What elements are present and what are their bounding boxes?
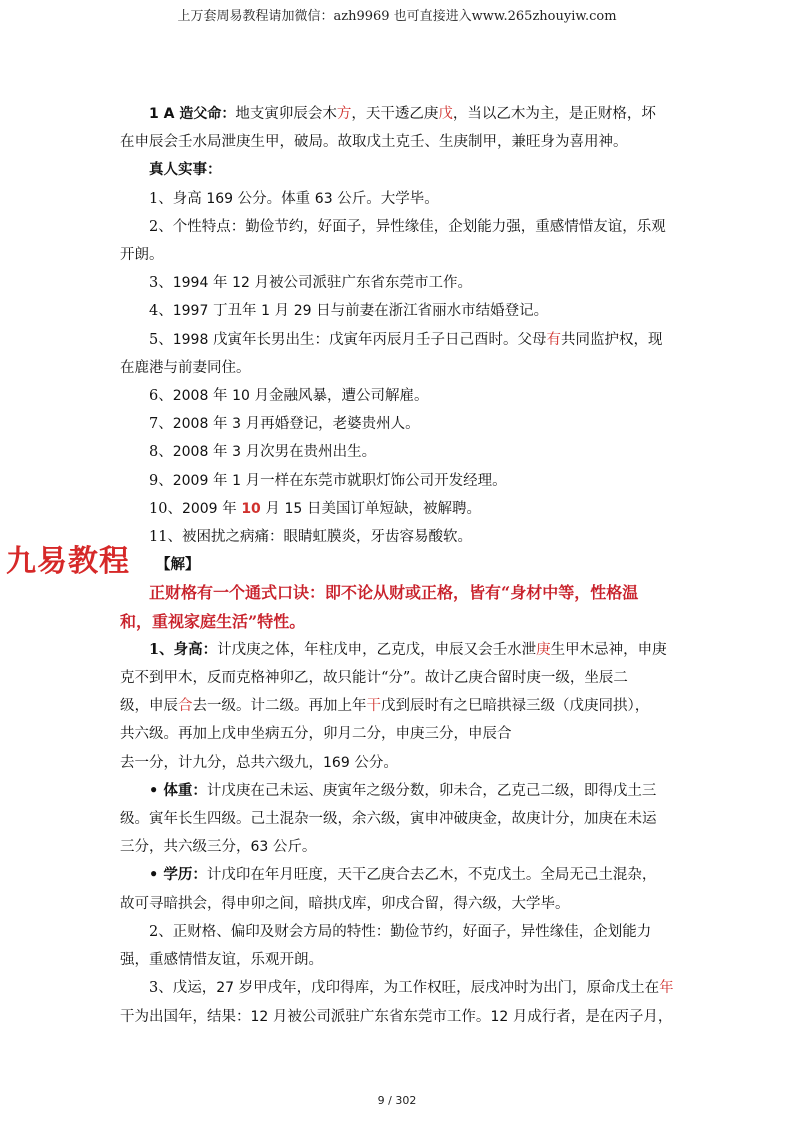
list-item: 6、2008 年 10 月金融风暴，遭公司解雇。 [149, 388, 429, 405]
page-number: 9 / 302 [377, 1094, 417, 1107]
analysis-heading: 【解】 [156, 556, 200, 574]
weight-analysis-cont: 级。寅年长生四级。己土混杂一级，余六级，寅申冲破庚金，故庚计分，加庚在未运 [120, 811, 657, 828]
paragraph-1-cont: 在申辰会壬水局泄庚生甲，破局。故取戊土克壬、生庚制甲，兼旺身为喜用神。 [120, 134, 628, 151]
height-analysis-cont: 去一分，计九分，总共六级九，169 公分。 [120, 754, 398, 771]
education-analysis: • 学历：计戊印在年月旺度，天干乙庚合去乙木，不克戊土。全局无己土混杂， [149, 866, 657, 884]
page-header: 上万套周易教程请加微信：azh9969 也可直接进入www.265zhouyiw.com [177, 9, 617, 24]
list-item: 5、1998 戊寅年长男出生：戊寅年丙辰月壬子日己酉时。父母有共同监护权，现 [149, 331, 663, 348]
list-item: 10、2009 年 10 月 15 日美国订单短缺，被解聘。 [149, 500, 481, 517]
height-analysis-cont: 级，申辰合去一级。计二级。再加上年干戊到辰时有之巳暗拱禄三级（戊庚同拱）， [120, 698, 650, 715]
rule-highlight-cont: 和，重视家庭生活”特性。 [120, 611, 306, 631]
section-title-real-events: 真人实事： [149, 161, 222, 179]
rule-highlight: 正财格有一个通式口诀：即不论从财或正格，皆有“身材中等，性格温 [149, 583, 639, 603]
document-body [120, 100, 676, 1031]
luck-analysis: 3、戊运，27 岁甲戌年，戊印得库，为工作权旺，辰戌冲时为出门，原命戊土在年 [149, 980, 674, 997]
height-analysis-cont: 共六级。再加上戊申坐病五分，卯月二分，申庚三分，申辰合 [120, 726, 512, 743]
height-analysis: 1、身高：计戊庚之体，年柱戊申，乙克戊，申辰又会壬水泄庚生甲木忌神，申庚 [149, 640, 667, 658]
weight-analysis-cont: 三分，共六级三分，63 公斤。 [120, 839, 317, 856]
list-item: 4、1997 丁丑年 1 月 29 日与前妻在浙江省丽水市结婚登记。 [149, 303, 549, 320]
trait-analysis: 2、正财格、偏印及财会方局的特性：勤俭节约，好面子，异性缘佳，企划能力 [149, 923, 652, 940]
watermark-logo: 九易教程 [6, 544, 130, 579]
list-item: 9、2009 年 1 月一样在东莞市就职灯饰公司开发经理。 [149, 472, 507, 489]
list-item: 3、1994 年 12 月被公司派驻广东省东莞市工作。 [149, 275, 473, 292]
list-item: 1、身高 169 公分。体重 63 公斤。大学毕。 [149, 190, 439, 207]
list-item: 2、个性特点：勤俭节约，好面子，异性缘佳，企划能力强，重感情惜友谊，乐观 [149, 218, 666, 235]
weight-analysis: • 体重：计戊庚在己未运、庚寅年之级分数，卯未合，乙克己二级，即得戊土三 [149, 781, 657, 799]
height-analysis-cont: 克不到甲木，反而克格神卯乙，故只能计“分”。故计乙庚合留时庚一级，坐辰二 [120, 670, 628, 687]
list-item-cont: 在鹿港与前妻同住。 [120, 359, 251, 376]
trait-analysis-cont: 强，重感情惜友谊，乐观开朗。 [120, 952, 323, 969]
list-item: 11、被困扰之病痛：眼睛虹膜炎，牙齿容易酸软。 [149, 529, 472, 546]
education-analysis-cont: 故可寻暗拱会，得申卯之间，暗拱戊库，卯戌合留，得六级，大学毕。 [120, 895, 570, 912]
paragraph-1: 1 A 造父命：地支寅卯辰会木方，天干透乙庚戊，当以乙木为主，是正财格，坏 [149, 106, 656, 122]
luck-analysis-cont: 干为出国年，结果：12 月被公司派驻广东省东莞市工作。12 月成行者，是在丙子月， [120, 1008, 673, 1025]
list-item: 8、2008 年 3 月次男在贵州出生。 [149, 444, 377, 461]
list-item-cont: 开朗。 [120, 247, 164, 264]
list-item: 7、2008 年 3 月再婚登记，老婆贵州人。 [149, 416, 420, 433]
